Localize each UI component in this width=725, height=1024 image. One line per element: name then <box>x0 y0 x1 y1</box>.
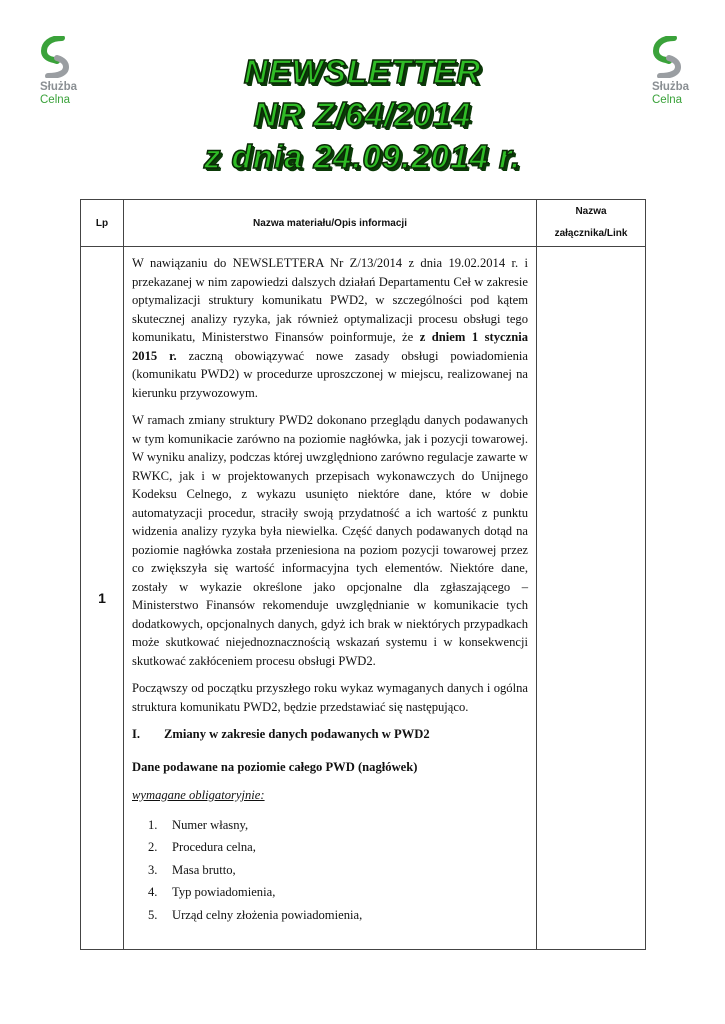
row-content <box>124 247 537 950</box>
list-item <box>132 906 528 929</box>
customs-logo-icon <box>652 36 682 78</box>
title-line2: NR Z/64/2014 <box>253 96 472 133</box>
row-link <box>537 247 646 950</box>
paragraph-1 <box>132 254 528 402</box>
paragraph-2: W ramach zmiany struktury PWD2 dokonano przeglądu danych podawanych w tym komunikacie zarówno na poziomie nagłówka, jak i pozycji towarowej. W wyniku analizy, podczas której uwzględniono zarówno regulacje zawarte w RWKC, jak i w projektowanych przepisach wykonawczych do Unijnego Kodeksu Celnego, z wykazu usunięto niektóre dane, które w dobie automatyzacji procedur, straciły swoją przydatność a ich wartość z punktu widzenia analizy ryzyka była niewielka. Część danych podawanych dotąd na poziomie nagłówka została przeniesiona na poziom pozycji towarowej przez co zwiększyła się wartość informacyjna tych elementów. Niektóre dane, zostały w wykazie określone jako opcjonalne dla zgłaszającego – Ministerstwo Finansów rekomenduje uwzględnianie w komunikacie tych dodatkowych, opcjonalnych danych, gdyż ich brak w niektórych przypadkach może skutkować niejednoznacznością wskazań systemu i w konsekwencji skutkować zakłóceniem procesu obsługi PWD2. <box>132 413 528 668</box>
newsletter-table <box>80 199 646 950</box>
logo-line2: Celna <box>652 94 683 106</box>
list-item-text: Numer własny, <box>172 817 249 832</box>
row-number: 1 <box>81 247 124 950</box>
p1-text-b: zaczną obowiązywać nowe zasady obsługi powiadomienia (komunikatu PWD2) w procedurze uproszczonej w miejscu, realizowanej na kierunku przywozowym. <box>132 348 529 400</box>
logo-line2: Celna <box>40 94 71 106</box>
table-row <box>81 247 646 950</box>
section-heading <box>132 725 528 744</box>
header-lp: Lp <box>81 200 124 247</box>
list-item-number: 2. <box>148 840 158 854</box>
list-item-text: Masa brutto, <box>172 862 236 877</box>
section-number: I. <box>132 727 141 741</box>
list-item-text: Procedura celna, <box>172 840 256 854</box>
table-header-row <box>81 200 646 247</box>
title-line1: NEWSLETTER <box>243 53 482 90</box>
p1-date-bold: z dniem 1 stycznia 2015 r. <box>132 330 528 363</box>
list-item <box>132 816 528 839</box>
list-item <box>132 838 528 861</box>
list-item-number: 5. <box>148 907 158 922</box>
paragraph-3: Począwszy od początku przyszłego roku wykaz wymaganych danych i ogólna struktura komunikatu PWD2, będzie przedstawiać się następująco. <box>132 681 528 714</box>
list-item-number: 1. <box>148 817 158 832</box>
required-items-list <box>132 816 528 929</box>
customs-logo-icon <box>40 36 70 78</box>
logo-line1: Służba <box>652 81 690 93</box>
list-item <box>132 883 528 906</box>
list-item <box>132 861 528 884</box>
logo-text <box>652 81 712 107</box>
list-item-number: 4. <box>148 885 158 899</box>
section-title: Zmiany w zakresie danych podawanych w PWD2 <box>164 727 430 741</box>
p1-text-a: W nawiązaniu do NEWSLETTERA Nr Z/13/2014 z dnia 19.02.2014 r. i przekazanej w nim zapowiedzi dalszych działań Departamentu Ceł w zakresie optymalizacji struktury komunikatu PWD2, w szczególności pod kątem skutecznej analizy ryzyka, jak również optymalizacji procesu obsługi tego komunikatu, Ministerstwo Finansów poinformuje, że <box>132 256 528 344</box>
list-item-text: Typ powiadomienia, <box>172 885 276 899</box>
required-label: wymagane obligatoryjnie: <box>132 788 265 802</box>
logo-right <box>652 36 712 107</box>
title-line3: z dnia 24.09.2014 r. <box>203 138 522 175</box>
list-item-text: Urząd celny złożenia powiadomienia, <box>172 907 363 922</box>
list-item-number: 3. <box>148 862 158 877</box>
header-name: Nazwa materiału/Opis informacji <box>124 200 537 247</box>
header-link: Nazwa załącznika/Link <box>537 200 646 247</box>
subheading: Dane podawane na poziomie całego PWD (nagłówek) <box>132 759 418 774</box>
logo-line1: Służba <box>40 81 78 93</box>
